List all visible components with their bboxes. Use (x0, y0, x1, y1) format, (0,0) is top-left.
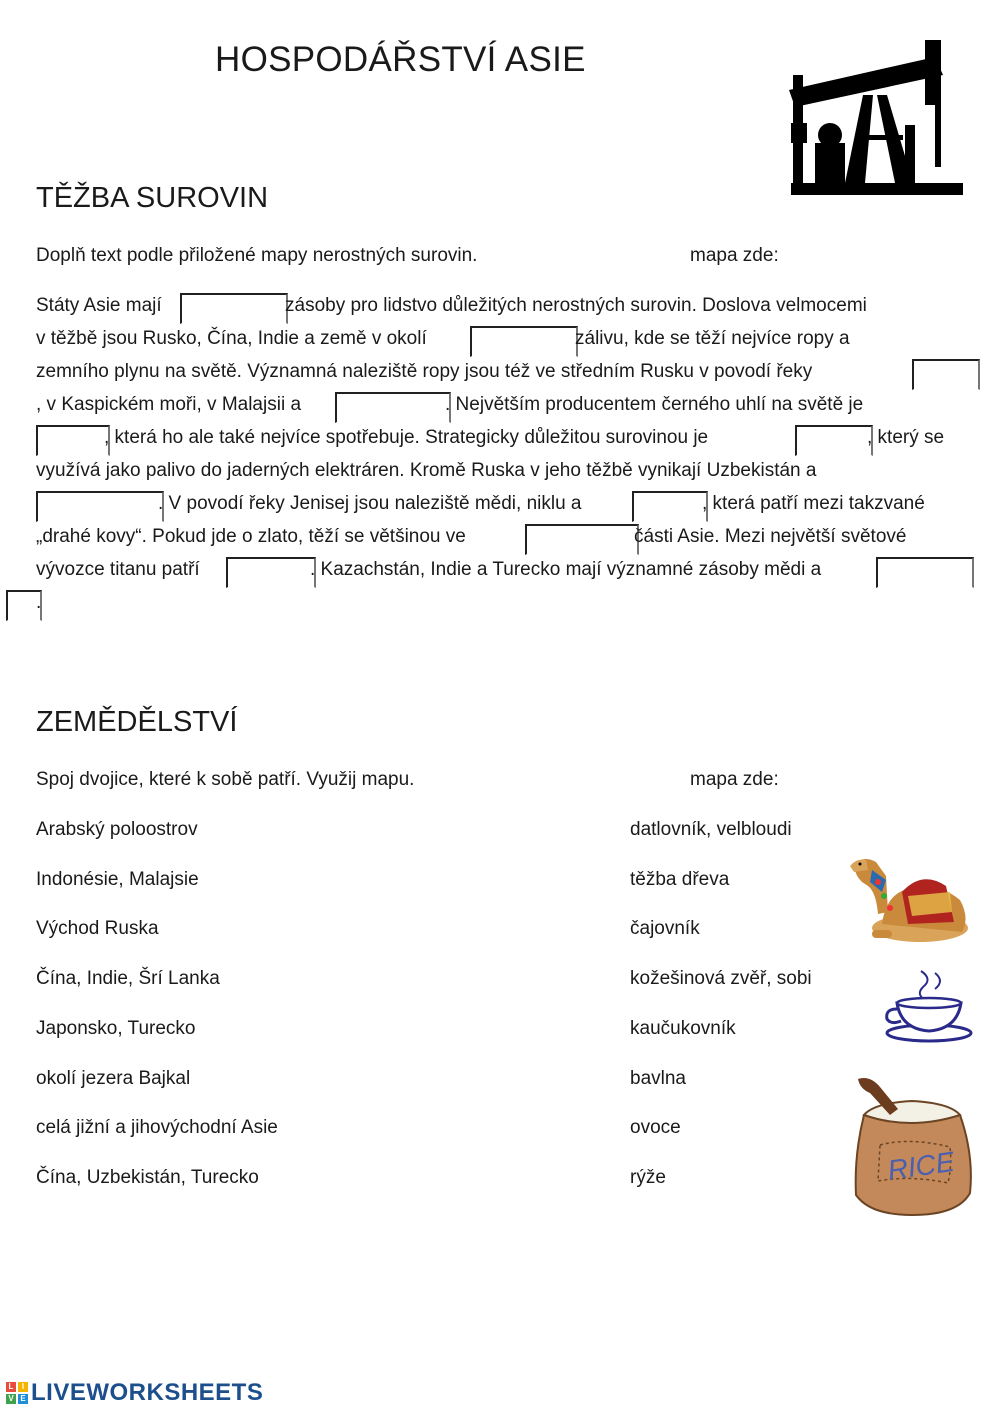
paragraph-line: „drahé kovy“. Pokud jde o zlato, těží se většinou ve (36, 526, 466, 547)
match-right-item[interactable]: ovoce (630, 1117, 681, 1138)
paragraph-line: . Největším producentem černého uhlí na světě je (445, 394, 864, 415)
fill-blank-input[interactable] (180, 293, 288, 324)
match-left-item[interactable]: Čína, Indie, Šrí Lanka (36, 968, 220, 989)
match-left-item[interactable]: Japonsko, Turecko (36, 1018, 196, 1039)
paragraph-line: . (36, 592, 42, 613)
paragraph-line: v těžbě jsou Rusko, Čína, Indie a země v okolí (36, 328, 427, 349)
paragraph-line: využívá jako palivo do jaderných elektráren. Kromě Ruska v jeho těžbě vynikají Uzbekistán a (36, 460, 817, 481)
camel-image (842, 852, 974, 950)
paragraph-line: zemního plynu na světě. Významná naleziště ropy jsou též ve středním Rusku v povodí řeky (36, 361, 813, 382)
match-right-item[interactable]: rýže (630, 1167, 666, 1188)
fill-blank-input[interactable] (795, 425, 873, 456)
map-label-agriculture: mapa zde: (690, 769, 779, 790)
match-left-item[interactable]: Indonésie, Malajsie (36, 869, 199, 890)
match-right-item[interactable]: čajovník (630, 918, 700, 939)
match-left-item[interactable]: Východ Ruska (36, 918, 159, 939)
logo-letter-v: V (6, 1394, 16, 1404)
section-heading-mining: TĚŽBA SUROVIN (36, 182, 269, 214)
tea-cup-image (883, 967, 975, 1045)
page-title: HOSPODÁŘSTVÍ ASIE (215, 40, 586, 79)
match-right-item[interactable]: těžba dřeva (630, 869, 730, 890)
paragraph-line: Státy Asie mají (36, 295, 162, 316)
paragraph-line: zálivu, kde se těží nejvíce ropy a (575, 328, 850, 349)
match-left-item[interactable]: Čína, Uzbekistán, Turecko (36, 1167, 259, 1188)
paragraph-line: , v Kaspickém moři, v Malajsii a (36, 394, 302, 415)
fill-blank-input[interactable] (632, 491, 708, 522)
match-left-item[interactable]: celá jižní a jihovýchodní Asie (36, 1117, 278, 1138)
paragraph-line: . V povodí řeky Jenisej jsou naleziště mědi, niklu a (158, 493, 582, 514)
fill-blank-input[interactable] (226, 557, 316, 588)
match-left-item[interactable]: okolí jezera Bajkal (36, 1068, 191, 1089)
match-left-item[interactable]: Arabský poloostrov (36, 819, 198, 840)
match-right-item[interactable]: kožešinová zvěř, sobi (630, 968, 812, 989)
instruction-agriculture: Spoj dvojice, které k sobě patří. Využij mapu. (36, 769, 415, 790)
fill-blank-input[interactable] (36, 491, 164, 522)
paragraph-line: . Kazachstán, Indie a Turecko mají významné zásoby mědi a (310, 559, 822, 580)
logo-letter-l: L (6, 1382, 16, 1392)
match-right-item[interactable]: datlovník, velbloudi (630, 819, 792, 840)
logo-letter-e: E (18, 1394, 28, 1404)
rice-sack-image (850, 1075, 975, 1217)
instruction-mining: Doplň text podle přiložené mapy nerostných surovin. (36, 245, 478, 266)
logo-text: LIVEWORKSHEETS (31, 1379, 264, 1406)
map-label-mining: mapa zde: (690, 245, 779, 266)
paragraph-line: vývozce titanu patří (36, 559, 200, 580)
oil-pump-image (785, 35, 967, 197)
paragraph-line: , který se (867, 427, 945, 448)
fill-blank-input[interactable] (36, 425, 110, 456)
paragraph-line: , která patří mezi takzvané (702, 493, 925, 514)
section-heading-agriculture: ZEMĚDĚLSTVÍ (36, 706, 238, 738)
rice-sack-label: RICE (885, 1145, 957, 1186)
logo-letter-i: I (18, 1382, 28, 1392)
logo-squares (6, 1382, 28, 1404)
liveworksheets-logo[interactable] (6, 1379, 263, 1407)
paragraph-line: , která ho ale také nejvíce spotřebuje. Strategicky důležitou surovinou je (104, 427, 709, 448)
fill-blank-input[interactable] (912, 359, 980, 390)
match-right-item[interactable]: kaučukovník (630, 1018, 736, 1039)
paragraph-line: zásoby pro lidstvo důležitých nerostných surovin. Doslova velmocemi (285, 295, 867, 316)
fill-blank-input[interactable] (876, 557, 974, 588)
paragraph-line: části Asie. Mezi největší světové (634, 526, 907, 547)
match-right-item[interactable]: bavlna (630, 1068, 686, 1089)
fill-blank-input[interactable] (470, 326, 578, 357)
fill-blank-input[interactable] (335, 392, 451, 423)
fill-blank-input[interactable] (525, 524, 639, 555)
